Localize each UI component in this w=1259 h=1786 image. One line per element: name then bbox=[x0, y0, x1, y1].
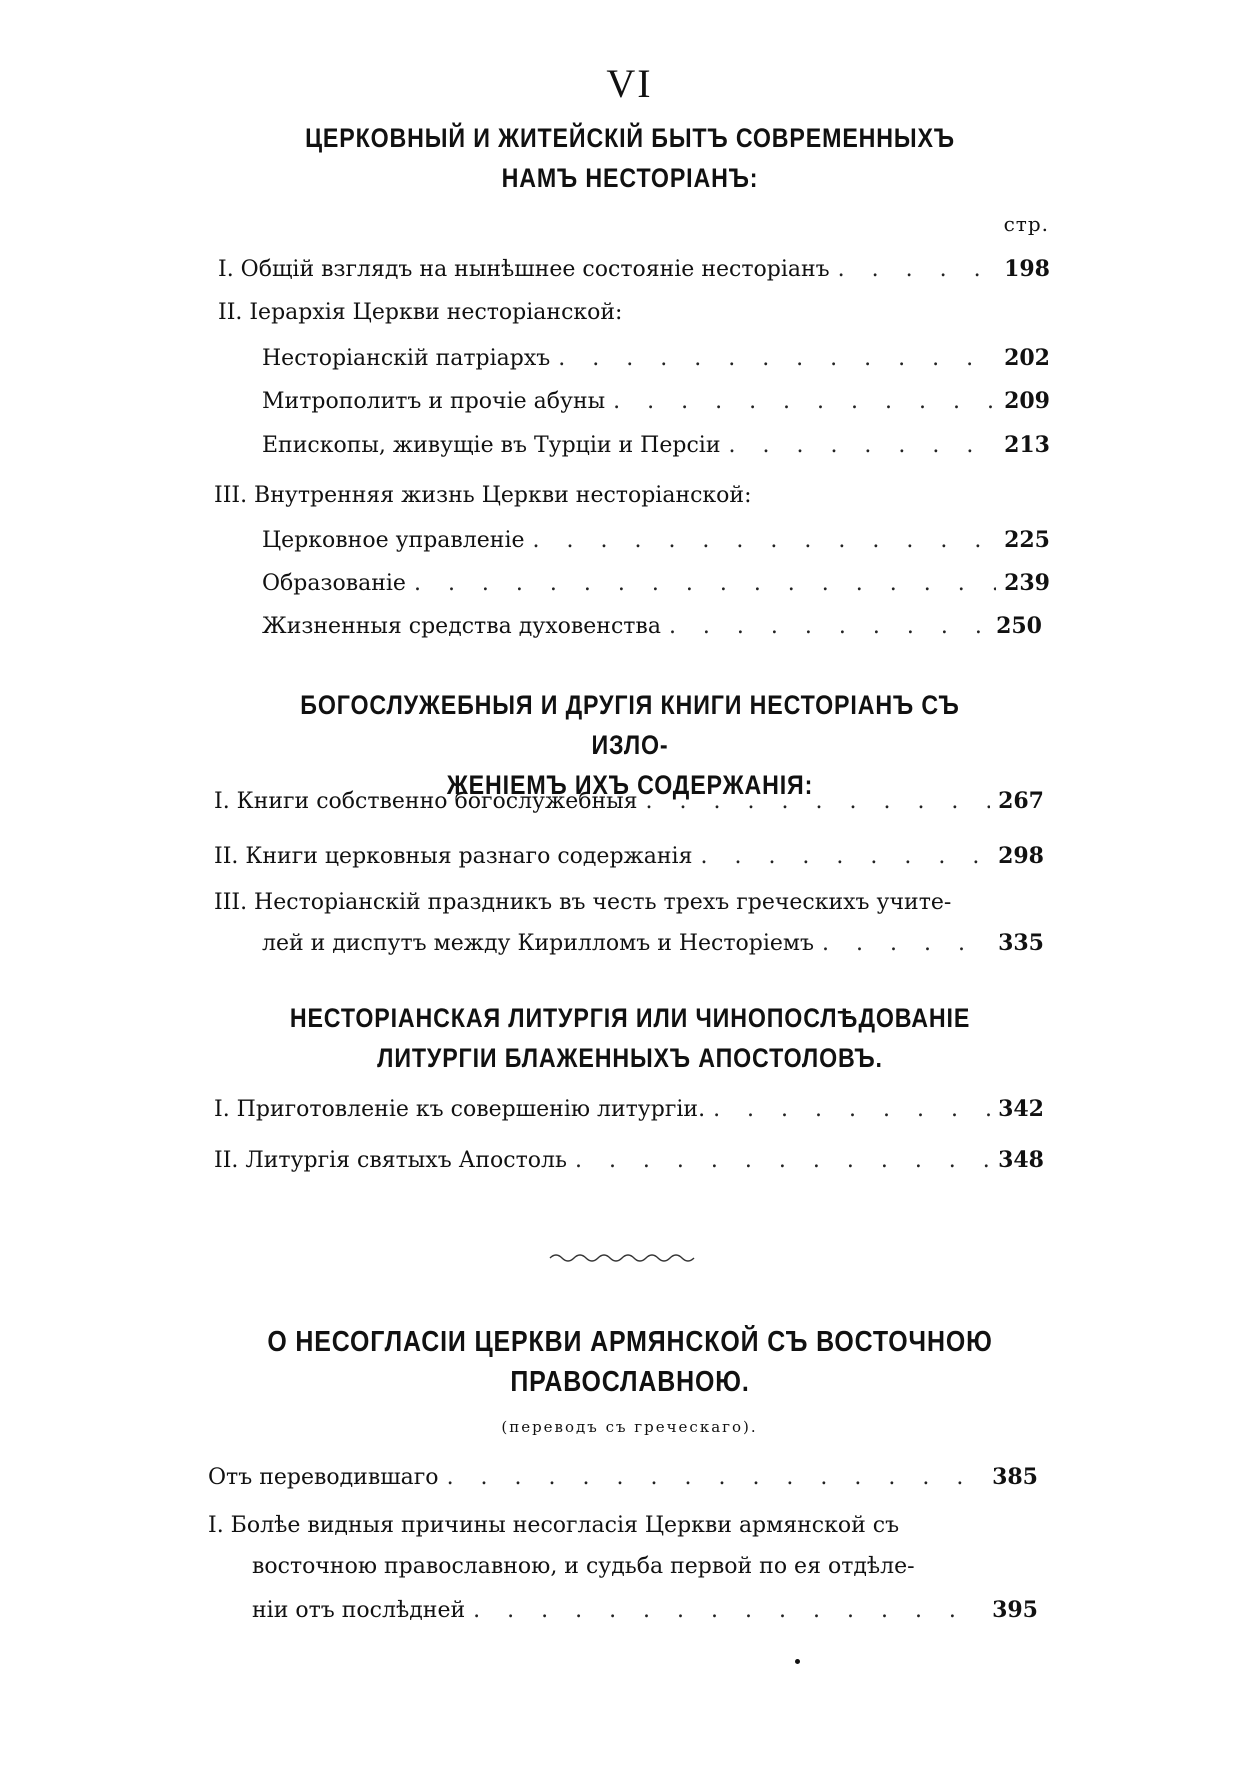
toc-entry-label: I. Книги собственно богослужебныя bbox=[214, 789, 638, 814]
page-number: VI bbox=[606, 61, 653, 106]
toc-entry bbox=[214, 788, 1044, 814]
translation-note: (переводъ съ греческаго). bbox=[501, 1418, 758, 1436]
leader-dots bbox=[613, 389, 996, 414]
leader-dots bbox=[447, 1465, 985, 1490]
toc-entry bbox=[208, 1464, 1038, 1490]
toc-entry-label: II. Книги церковныя разнаго содержанія bbox=[214, 844, 693, 869]
toc-entry-multiline-line1: I. Болѣе видныя причины несогласія Церкви армянской съ bbox=[208, 1513, 900, 1538]
section2-title bbox=[260, 685, 1000, 805]
ink-speck bbox=[795, 1659, 800, 1664]
toc-entry-label: Несторіанскій патріархъ bbox=[262, 346, 551, 371]
toc-entry-label: Митрополитъ и прочіе абуны bbox=[262, 389, 606, 414]
toc-entry-page: 225 bbox=[1004, 527, 1050, 553]
toc-entry-page: 213 bbox=[1004, 432, 1050, 458]
page-column-label: стр. bbox=[1003, 212, 1049, 236]
toc-entry-page: 267 bbox=[998, 788, 1044, 814]
toc-entry-page: 342 bbox=[998, 1096, 1044, 1122]
toc-entry-label: Отъ переводившаго bbox=[208, 1465, 439, 1490]
toc-entry bbox=[218, 256, 1050, 282]
leader-dots bbox=[473, 1598, 984, 1623]
toc-entry bbox=[252, 1597, 1038, 1623]
toc-entry-label: I. Приготовленіе къ совершенію литургіи. bbox=[214, 1097, 706, 1122]
ornament-wave bbox=[550, 1255, 694, 1261]
toc-entry-label: II. Іерархія Церкви несторіанской: bbox=[218, 300, 623, 325]
toc-entry-page: 395 bbox=[992, 1597, 1038, 1623]
toc-entry-page: 348 bbox=[998, 1147, 1044, 1173]
toc-entry bbox=[262, 930, 1044, 956]
leader-dots bbox=[700, 844, 990, 869]
toc-entry-page: 239 bbox=[1004, 570, 1050, 596]
toc-entry-page: 198 bbox=[1004, 256, 1050, 282]
toc-entry-label: Жизненныя средства духовенства bbox=[262, 614, 661, 639]
toc-entry-label: лей и диспутъ между Кирилломъ и Несторіемъ bbox=[262, 931, 815, 956]
section4-title-line2: ПРАВОСЛАВНОЮ. bbox=[510, 1366, 750, 1398]
section3-title bbox=[260, 998, 1000, 1078]
section4-title bbox=[260, 1322, 1000, 1402]
leader-dots bbox=[533, 528, 997, 553]
toc-entry-multiline-line1: III. Несторіанскій праздникъ въ честь трехъ греческихъ учите- bbox=[214, 890, 952, 915]
leader-dots bbox=[713, 1097, 990, 1122]
section1-title-line2: НАМЪ НЕСТОРІАНЪ: bbox=[501, 163, 759, 193]
toc-group-heading bbox=[218, 300, 622, 325]
leader-dots bbox=[822, 931, 990, 956]
toc-group-heading bbox=[214, 483, 752, 508]
toc-entry-label: II. Литургія святыхъ Апостоль bbox=[214, 1148, 567, 1173]
toc-entry bbox=[214, 843, 1044, 869]
toc-entry-label: Епископы, живущіе въ Турціи и Персіи bbox=[262, 433, 721, 458]
toc-entry-label: Церковное управленіе bbox=[262, 528, 525, 553]
section2-title-line1: БОГОСЛУЖЕБНЫЯ И ДРУГІЯ КНИГИ НЕСТОРІАНЪ СЪ ИЗЛО- bbox=[300, 690, 960, 760]
section3-title-line1: НЕСТОРІАНСКАЯ ЛИТУРГІЯ ИЛИ ЧИНОПОСЛѢДОВАНІЕ bbox=[289, 1003, 971, 1033]
toc-entry bbox=[262, 345, 1050, 371]
leader-dots bbox=[646, 789, 991, 814]
section4-title-line1: О НЕСОГЛАСІИ ЦЕРКВИ АРМЯНСКОЙ СЪ ВОСТОЧНОЮ bbox=[267, 1326, 993, 1358]
toc-entry bbox=[262, 613, 1042, 639]
toc-entry bbox=[262, 388, 1050, 414]
toc-entry-label: III. Внутренняя жизнь Церкви несторіанской: bbox=[214, 483, 752, 508]
toc-entry-multiline-line2: восточною православною, и судьба первой по ея отдѣле- bbox=[252, 1554, 915, 1579]
section3-title-line2: ЛИТУРГІИ БЛАЖЕННЫХЪ АПОСТОЛОВЪ. bbox=[377, 1043, 883, 1073]
leader-dots bbox=[558, 346, 996, 371]
toc-entry bbox=[262, 570, 1050, 596]
toc-entry-label: I. Общій взглядъ на нынѣшнее состояніе несторіанъ bbox=[218, 257, 830, 282]
toc-entry bbox=[262, 432, 1050, 458]
toc-entry-page: 250 bbox=[996, 613, 1042, 639]
toc-entry bbox=[214, 1147, 1044, 1173]
leader-dots bbox=[575, 1148, 990, 1173]
toc-entry-label: Образованіе bbox=[262, 571, 406, 596]
toc-entry-page: 209 bbox=[1004, 388, 1050, 414]
section1-title-line1: ЦЕРКОВНЫЙ И ЖИТЕЙСКІЙ БЫТЪ СОВРЕМЕННЫХЪ bbox=[305, 123, 955, 153]
toc-entry-label: ніи отъ послѣдней bbox=[252, 1598, 466, 1623]
toc-entry-page: 202 bbox=[1004, 345, 1050, 371]
leader-dots bbox=[669, 614, 988, 639]
section1-title bbox=[260, 118, 1000, 198]
leader-dots bbox=[728, 433, 996, 458]
toc-entry-page: 385 bbox=[992, 1464, 1038, 1490]
toc-entry bbox=[214, 1096, 1044, 1122]
ornamental-divider bbox=[548, 1252, 698, 1264]
toc-entry-page: 298 bbox=[998, 843, 1044, 869]
leader-dots bbox=[414, 571, 996, 596]
toc-entry-page: 335 bbox=[998, 930, 1044, 956]
section2-title-line2: ЖЕНІЕМЪ ИХЪ СОДЕРЖАНІЯ: bbox=[446, 770, 814, 800]
toc-entry bbox=[262, 527, 1050, 553]
leader-dots bbox=[838, 257, 996, 282]
